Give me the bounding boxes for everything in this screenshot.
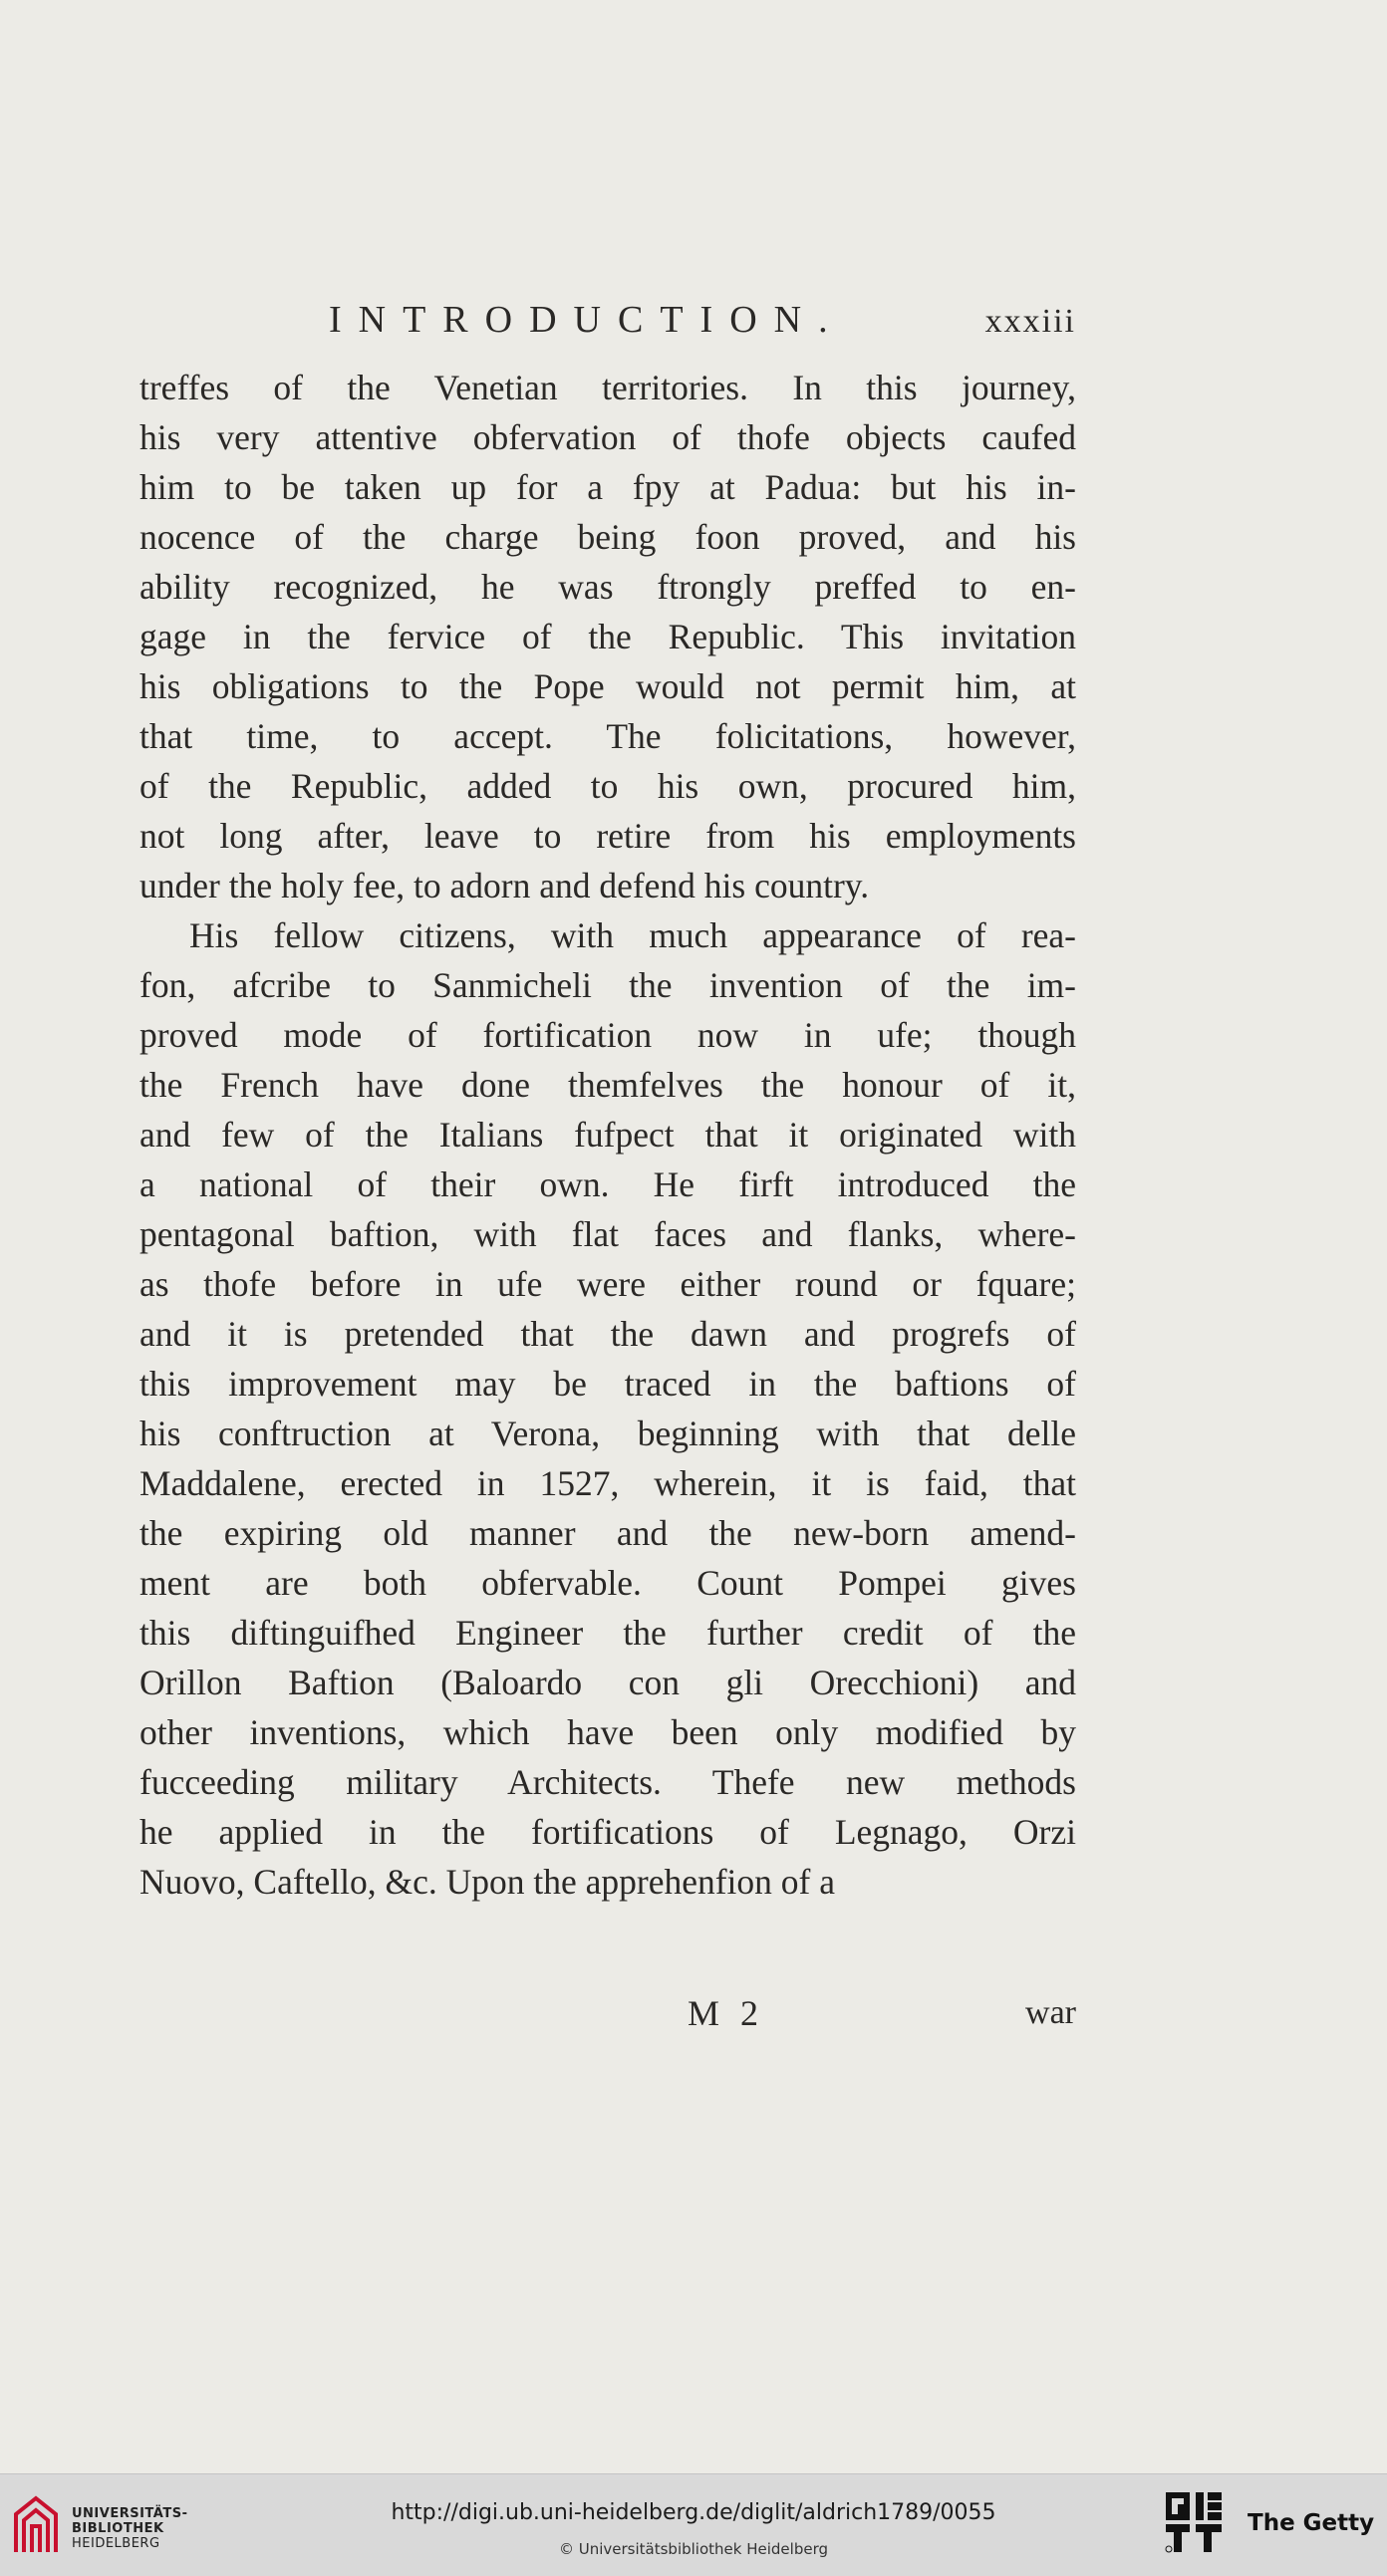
partner-name: The Getty xyxy=(1248,2510,1375,2536)
running-title: INTRODUCTION. xyxy=(329,299,845,341)
text-line: gage in the fervice of the Republic. This invitation xyxy=(139,617,1076,656)
text-line: his conftruction at Verona, beginning with that delle xyxy=(139,1414,1076,1453)
text-line: ment are both obfervable. Count Pompei gives xyxy=(139,1563,1076,1603)
text-line: of the Republic, added to his own, procured him, xyxy=(139,766,1076,806)
text-line: a national of their own. He firft introduced the xyxy=(139,1164,1076,1204)
text-line: treffes of the Venetian territories. In this journey, xyxy=(139,368,1076,407)
catchword: war xyxy=(1025,1994,1076,2031)
getty-logo-icon[interactable] xyxy=(1164,2490,1224,2554)
library-name-line: BIBLIOTHEK xyxy=(72,2521,164,2536)
text-line: pentagonal baftion, with flat faces and flanks, where- xyxy=(139,1214,1076,1254)
text-line: him to be taken up for a fpy at Padua: but his in- xyxy=(139,467,1076,507)
text-line: Nuovo, Caftello, &c. Upon the apprehenfion of a xyxy=(139,1862,835,1902)
text-line: his obligations to the Pope would not permit him, at xyxy=(139,666,1076,706)
text-line: as thofe before in ufe were either round or fquare; xyxy=(139,1264,1076,1304)
text-line: His fellow citizens, with much appearance of rea- xyxy=(189,915,1076,955)
text-line: proved mode of fortification now in ufe; though xyxy=(139,1015,1076,1055)
body-text xyxy=(139,363,1076,1907)
text-line: this diftinguifhed Engineer the further credit of the xyxy=(139,1613,1076,1653)
running-head xyxy=(329,295,1076,345)
library-name-line: HEIDELBERG xyxy=(72,2536,160,2551)
page-number: xxxiii xyxy=(984,303,1076,340)
text-line: he applied in the fortifications of Legnago, Orzi xyxy=(139,1812,1076,1852)
text-line: and few of the Italians fufpect that it originated with xyxy=(139,1115,1076,1155)
viewer-bottom-bar xyxy=(0,2473,1387,2576)
signature-mark: M 2 xyxy=(688,1993,765,2033)
source-url-link[interactable]: http://digi.ub.uni-heidelberg.de/diglit/aldrich1789/0055 xyxy=(391,2500,996,2525)
text-line: under the holy fee, to adorn and defend his country. xyxy=(139,866,870,905)
library-name-line: UNIVERSITÄTS- xyxy=(72,2506,188,2521)
text-line: other inventions, which have been only modified by xyxy=(139,1712,1076,1752)
text-line: nocence of the charge being foon proved, and his xyxy=(139,517,1076,557)
text-line: the French have done themfelves the honour of it, xyxy=(139,1065,1076,1105)
text-line: fon, afcribe to Sanmicheli the invention of the im- xyxy=(139,965,1076,1005)
text-line: fucceeding military Architects. Thefe new methods xyxy=(139,1762,1076,1802)
text-line: ability recognized, he was ftrongly preffed to en- xyxy=(139,567,1076,607)
text-line: and it is pretended that the dawn and progrefs of xyxy=(139,1314,1076,1354)
text-line: not long after, leave to retire from his employments xyxy=(139,816,1076,856)
text-line: this improvement may be traced in the baftions of xyxy=(139,1364,1076,1404)
text-line: the expiring old manner and the new-born amend- xyxy=(139,1513,1076,1553)
copyright-notice: © Universitätsbibliothek Heidelberg xyxy=(558,2540,828,2558)
text-line: Orillon Baftion (Baloardo con gli Orecchioni) and xyxy=(139,1663,1076,1702)
text-line: Maddalene, erected in 1527, wherein, it is faid, that xyxy=(139,1463,1076,1503)
text-line: that time, to accept. The folicitations, however, xyxy=(139,716,1076,756)
page-footer xyxy=(139,1988,1076,2038)
text-line: his very attentive obfervation of thofe objects caufed xyxy=(139,417,1076,457)
